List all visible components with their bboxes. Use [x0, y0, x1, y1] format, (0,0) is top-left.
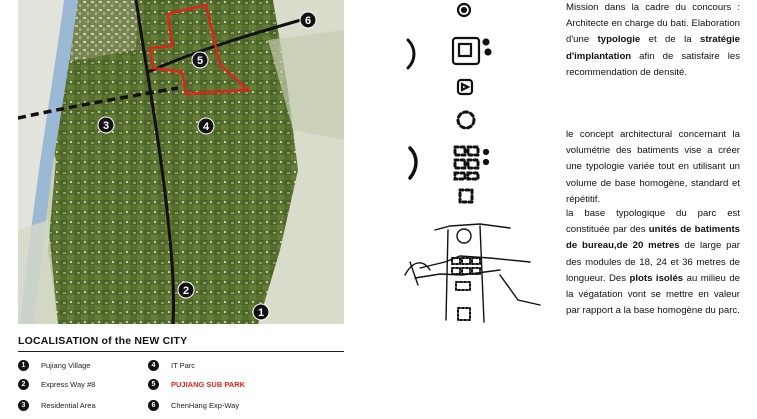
legend-item-3: [18, 398, 96, 412]
svg-text:4: 4: [202, 121, 210, 133]
bold-plots: plots isolés: [629, 272, 684, 284]
legend-label: Pujiang Village: [41, 360, 91, 370]
map-marker-3: [98, 117, 114, 133]
svg-text:3: 3: [102, 120, 110, 132]
sketch-drawings: [400, 0, 560, 330]
legend-number-1: 1: [18, 360, 29, 371]
legend-item-2: [18, 377, 95, 391]
legend-number-5: 5: [148, 379, 159, 390]
legend-label-highlight: PUJIANG SUB PARK: [171, 379, 246, 389]
map-marker-4: [198, 118, 214, 134]
legend-label: Residential Area: [41, 400, 96, 410]
legend-label: ChenHang Exp-Way: [171, 400, 240, 410]
map-marker-2: [178, 282, 194, 298]
legend-item-5: [148, 377, 245, 391]
map-marker-1: [253, 304, 269, 320]
legend-item-6: [148, 398, 239, 412]
legend-item-4: [148, 358, 195, 372]
map-marker-5: [192, 52, 208, 68]
svg-text:5: 5: [196, 55, 204, 67]
legend-item-1: [18, 358, 90, 372]
svg-text:6: 6: [304, 15, 312, 27]
site-map: [18, 0, 344, 324]
svg-text:1: 1: [257, 307, 265, 319]
typology-paragraph: la base typologique du parc est constituée par des unités de batiments de bureau,de 20 metres de large par des modules de 18, 24 et 36 metres de longueur. Des plots isolés au milieu de la végatation vont se mettre en valeur par rapport a la base homogène du parc.: [566, 208, 740, 317]
legend-title: LOCALISATION of the NEW CITY: [18, 335, 188, 347]
bold-strategie: stratégie d'implantation: [566, 34, 740, 62]
legend-divider: [18, 351, 344, 352]
legend-label: Express Way #8: [41, 379, 96, 389]
legend-number-4: 4: [148, 360, 159, 371]
legend-number-3: 3: [18, 400, 29, 411]
map-marker-6: [300, 12, 316, 28]
bold-typologie: typologie: [597, 34, 641, 46]
legend-label: IT Parc: [171, 360, 196, 370]
concept-paragraph: le concept architectural concernant la volumétrie des batiments vise a créer une typologie variée tout en utilisant un volume de base homogène, standard et répétitif.: [566, 129, 740, 205]
svg-text:2: 2: [182, 285, 190, 297]
legend-number-6: 6: [148, 400, 159, 411]
typology-sketches: [400, 0, 560, 330]
legend-number-2: 2: [18, 379, 29, 390]
aerial-map-image: [18, 0, 344, 324]
bold-unites: unités de batiments de bureau,de 20 metres: [566, 224, 740, 252]
mission-paragraph: Mission dans la cadre du concours : Architecte en charge du bati. Elaboration d'une typologie et de la stratégie d'implantation afin de satisfaire les recommendation de densité.: [566, 2, 740, 78]
